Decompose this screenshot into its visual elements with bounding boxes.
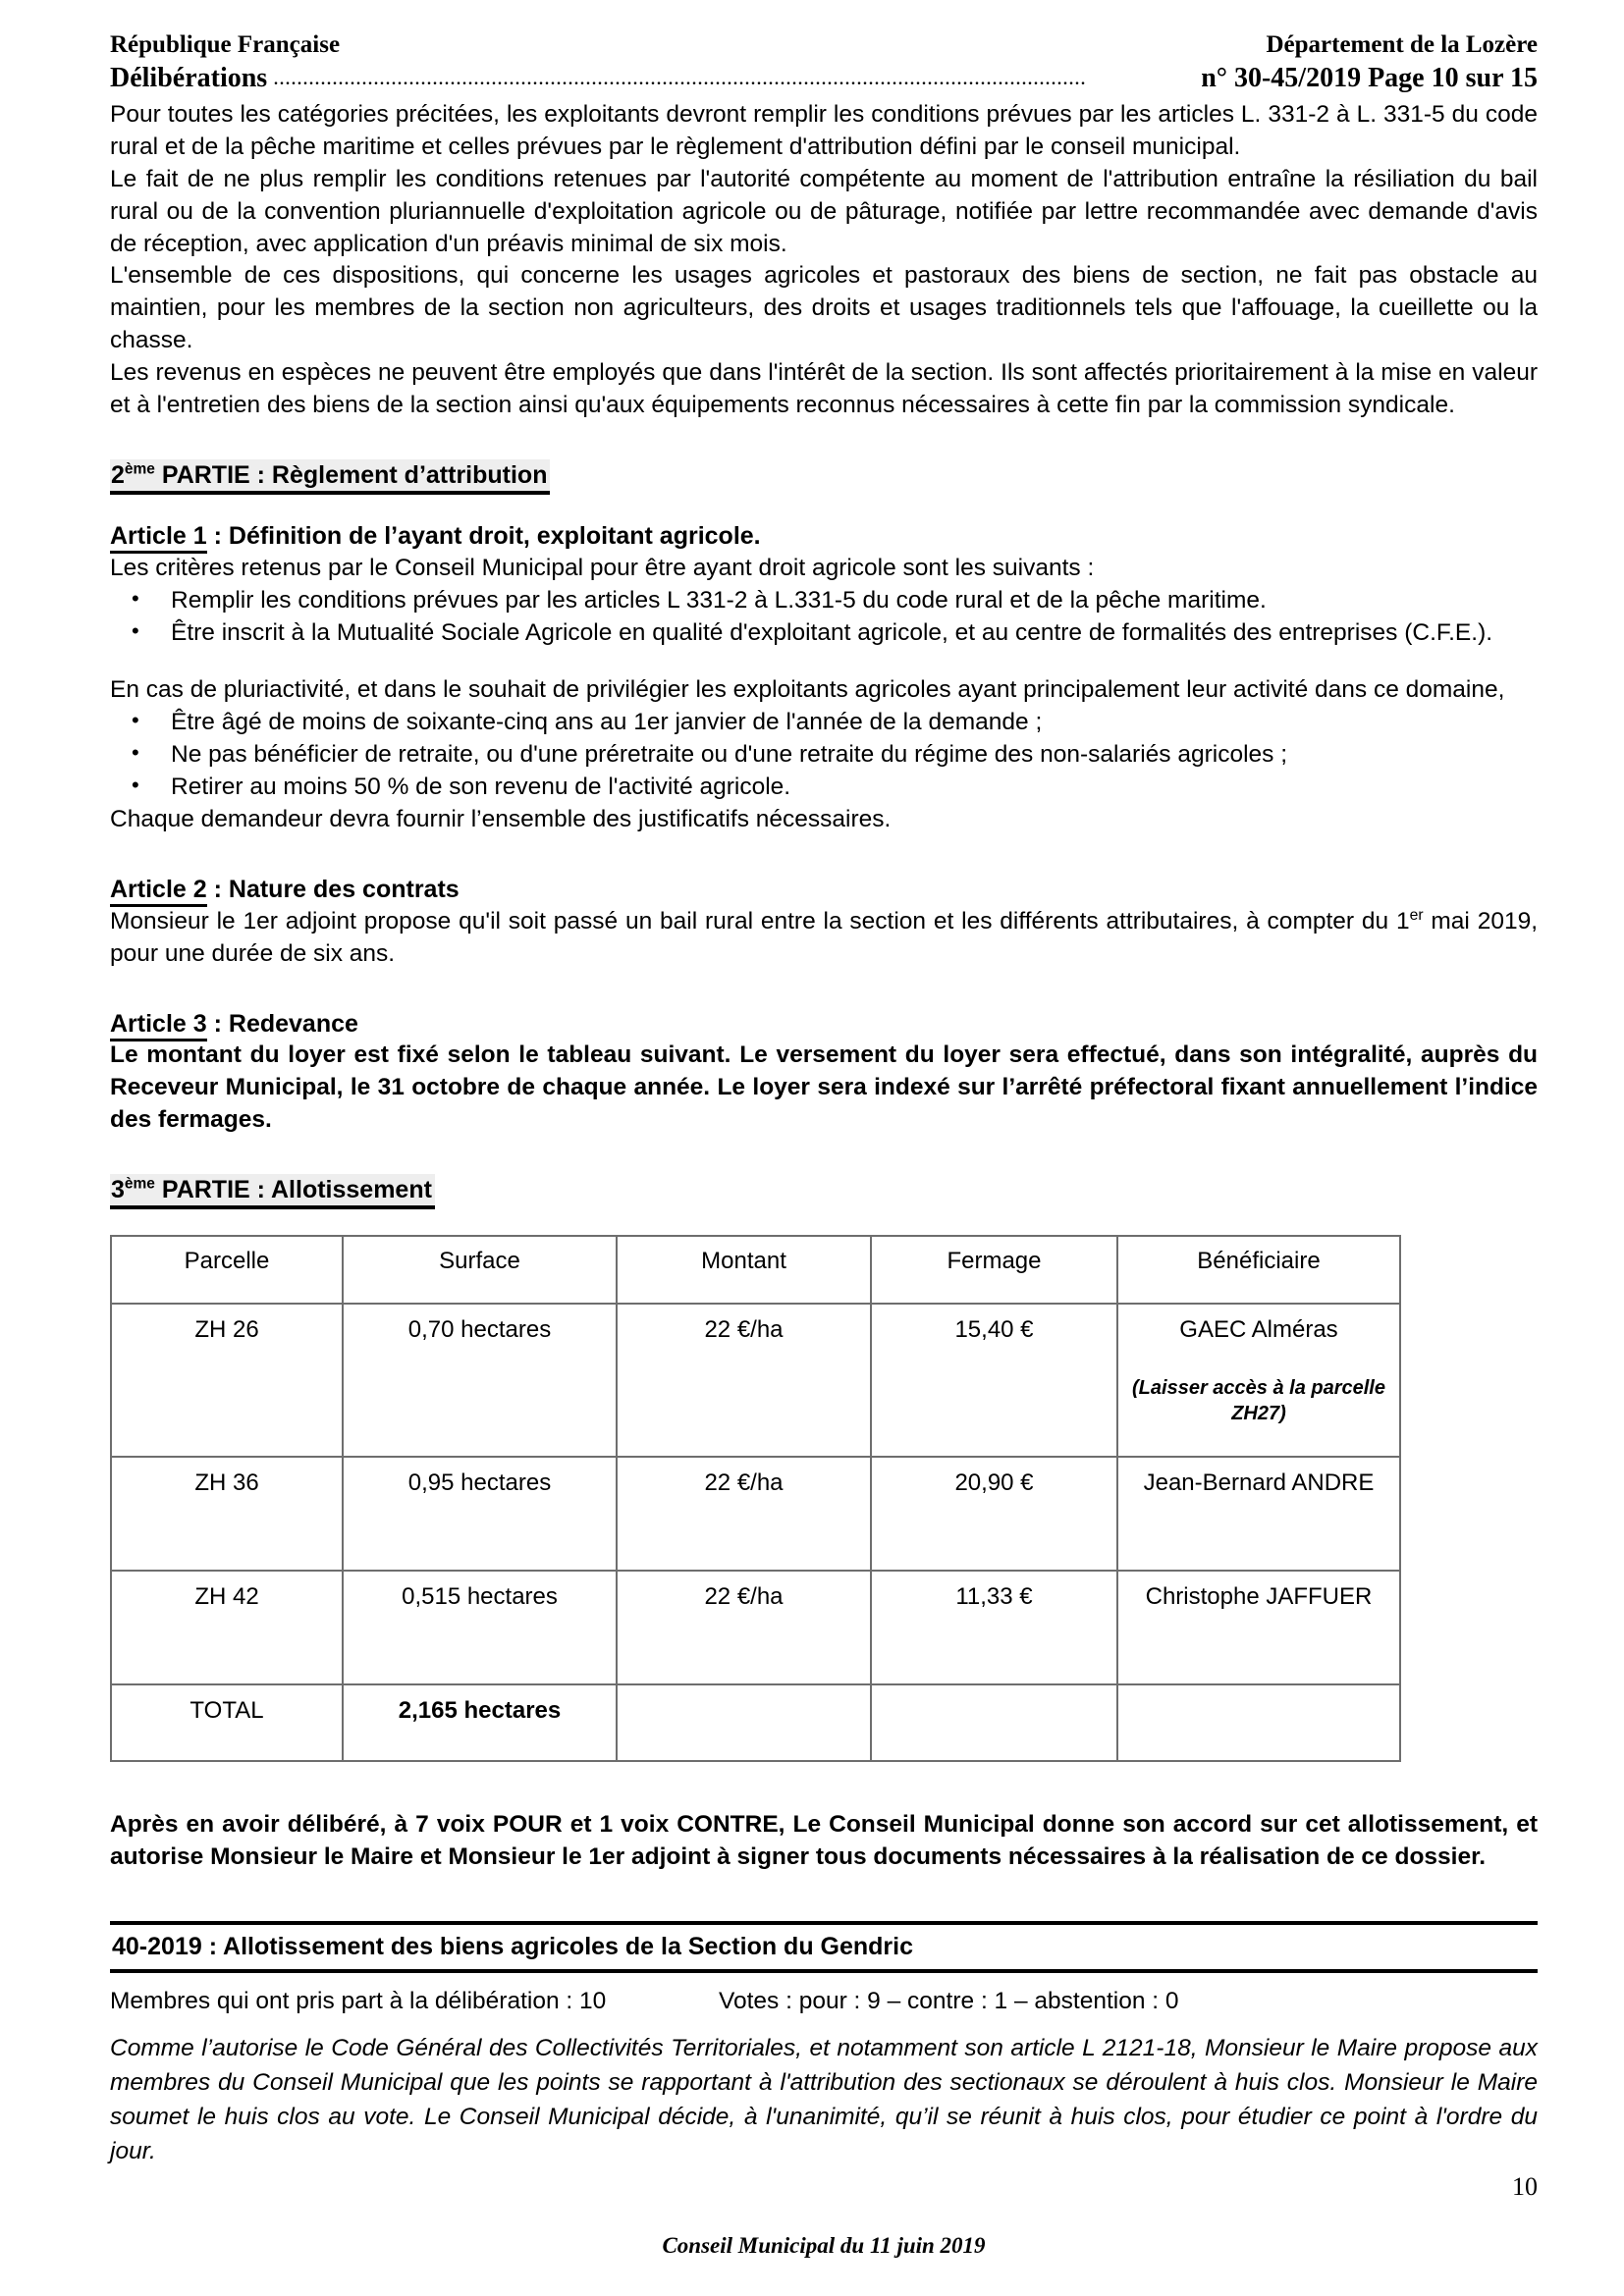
cell-beneficiaire: Jean-Bernard ANDRE [1117, 1457, 1400, 1571]
part2-ordinal: 2ème [111, 460, 155, 490]
article1-heading [110, 520, 1538, 553]
spacer [110, 1762, 1538, 1809]
deliberation-40-heading: 40-2019 : Allotissement des biens agricoles de la Section du Gendric [110, 1921, 1538, 1973]
header-deliberations-label: Délibérations [110, 62, 268, 93]
cell-surface: 0,95 hectares [343, 1457, 617, 1571]
article3-heading [110, 1008, 1538, 1041]
column-header-parcelle: Parcelle [111, 1236, 343, 1304]
table-row [111, 1457, 1400, 1571]
spacer [110, 1874, 1538, 1921]
header-dot-leader: .......................................................................................................................................... [273, 64, 1087, 89]
spacer [110, 971, 1538, 1008]
column-header-fermage: Fermage [871, 1236, 1117, 1304]
part3-heading [110, 1174, 435, 1209]
list-item: • Être inscrit à la Mutualité Sociale Agricole en qualité d'exploitant agricole, et au centre de formalités des entreprises (C.F.E.). [110, 617, 1538, 650]
column-header-beneficiaire: Bénéficiaire [1117, 1236, 1400, 1304]
page-number: 10 [1512, 2172, 1538, 2201]
intro-paragraph-2: Le fait de ne plus remplir les conditions retenues par l'autorité compétente au moment de l'attribution entraîne la résiliation du bail rural ou de la convention pluriannuelle d'exploitation agricole ou de pâturage, notifiée par lettre recommandée avec demande d'avis de réception, avec application d'un préavis minimal de six mois. [110, 165, 1538, 257]
spacer [110, 422, 1538, 459]
part2-heading-text: PARTIE : Règlement d’attribution [154, 461, 548, 490]
spacer [110, 1137, 1538, 1174]
table-row [111, 1304, 1400, 1457]
header-republic-label: République Française [110, 31, 341, 58]
part3-heading-text: PARTIE : Allotissement [154, 1175, 432, 1203]
part3-ordinal: 3ème [111, 1175, 155, 1203]
header-bottom-line [110, 61, 1538, 95]
article3-title: : Redevance [206, 1009, 358, 1038]
list-item: • Être âgé de moins de soixante-cinq ans au 1er janvier de l'année de la demande ; [110, 707, 1538, 739]
cell-total-beneficiaire [1117, 1684, 1400, 1761]
cell-montant: 22 €/ha [617, 1304, 871, 1457]
list-item: • Retirer au moins 50 % de son revenu de l'activité agricole. [110, 772, 1538, 804]
article2-title: : Nature des contrats [206, 876, 460, 904]
article2-paragraph [110, 906, 1538, 971]
beneficiaire-note: (Laisser accès à la parcelle ZH27) [1132, 1376, 1385, 1424]
intro-paragraph-1: Pour toutes les catégories précitées, les exploitants devront remplir les conditions prévues par les articles L. 331-2 à L. 331-5 du code rural et de la pêche maritime et celles prévues par le règlement d'attribution défini par le conseil municipal. [110, 100, 1538, 160]
cell-parcelle: ZH 42 [111, 1571, 343, 1684]
decision-paragraph: Après en avoir délibéré, à 7 voix POUR et 1 voix CONTRE, Le Conseil Municipal donne son accord sur cet allotissement, et autorise Monsieur le Maire et Monsieur le 1er adjoint à signer tous documents nécessaires à la réalisation de ce dossier. [110, 1810, 1538, 1870]
article1-title: : Définition de l’ayant droit, exploitant agricole. [206, 522, 761, 551]
part2-heading [110, 459, 550, 495]
article1-criteria-list [110, 585, 1538, 650]
members-count-label: Membres qui ont pris part à la délibération : 10 [110, 1987, 607, 2014]
cell-total-montant [617, 1684, 871, 1761]
article2-label: Article 2 [110, 876, 207, 907]
list-item: • Remplir les conditions prévues par les articles L 331-2 à L.331-5 du code rural et de la pêche maritime. [110, 585, 1538, 617]
cell-beneficiaire: Christophe JAFFUER [1117, 1571, 1400, 1684]
cell-parcelle: ZH 26 [111, 1304, 343, 1457]
article1-closing: Chaque demandeur devra fournir l’ensemble des justificatifs nécessaires. [110, 806, 892, 833]
intro-block [110, 99, 1538, 422]
cell-fermage: 15,40 € [871, 1304, 1117, 1457]
article3-paragraph: Le montant du loyer est fixé selon le tableau suivant. Le versement du loyer sera effectué, dans son intégralité, auprès du Receveur Municipal, le 31 octobre de chaque année. Le loyer sera indexé sur l’arrêté préfectoral fixant annuellement l’indice des fermages. [110, 1041, 1538, 1133]
article1-label: Article 1 [110, 522, 207, 554]
cell-surface: 0,515 hectares [343, 1571, 617, 1684]
cell-total-fermage [871, 1684, 1117, 1761]
spacer [110, 2018, 1538, 2032]
spacer [110, 836, 1538, 874]
article3-label: Article 3 [110, 1010, 207, 1041]
header-reference-label: n° 30-45/2019 Page 10 sur 15 [1201, 62, 1538, 93]
article2-heading [110, 874, 1538, 906]
column-header-montant: Montant [617, 1236, 871, 1304]
header-top-line [110, 29, 1538, 61]
table-header-row [111, 1236, 1400, 1304]
footer-caption: Conseil Municipal du 11 juin 2019 [662, 2233, 986, 2258]
cell-montant: 22 €/ha [617, 1571, 871, 1684]
cell-total-surface: 2,165 hectares [343, 1684, 617, 1761]
intro-paragraph-4: Les revenus en espèces ne peuvent être employés que dans l'intérêt de la section. Ils sont affectés prioritairement à la mise en valeur et à l'entretien des biens de la section ainsi qu'aux équipements reconnus nécessaires à cette fin par la commission syndicale. [110, 359, 1538, 419]
document-header [110, 29, 1538, 95]
spacer [110, 1209, 1538, 1235]
cell-fermage: 20,90 € [871, 1457, 1117, 1571]
cell-total-label: TOTAL [111, 1684, 343, 1761]
allotment-table [110, 1235, 1401, 1762]
cell-parcelle: ZH 36 [111, 1457, 343, 1571]
table-row [111, 1571, 1400, 1684]
intro-paragraph-3: L'ensemble de ces dispositions, qui concerne les usages agricoles et pastoraux des biens de section, ne fait pas obstacle au maintien, pour les membres de la section non agriculteurs, des droits et usages traditionnels tels que l'affouage, la cueillette ou la chasse. [110, 262, 1538, 354]
article1-intro: Les critères retenus par le Conseil Municipal pour être ayant droit agricole sont les suivants : [110, 554, 1095, 581]
article2-superscript: er [1409, 906, 1424, 924]
part2-ordinal-sup: ème [124, 460, 155, 478]
article2-text-part1: Monsieur le 1er adjoint propose qu'il soit passé un bail rural entre la section et les différents attributaires, à compter du 1 [110, 907, 1410, 934]
cell-beneficiaire [1117, 1304, 1400, 1457]
beneficiaire-name: GAEC Alméras [1179, 1315, 1338, 1343]
cell-fermage: 11,33 € [871, 1571, 1117, 1684]
article2-text-part2: mai 2019, pour une durée de six ans. [110, 907, 1538, 967]
part3-heading-wrap [110, 1174, 1538, 1209]
cell-montant: 22 €/ha [617, 1457, 871, 1571]
list-item: • Ne pas bénéficier de retraite, ou d'une préretraite ou d'une retraite du régime des non-salariés agricoles ; [110, 739, 1538, 772]
document-footer [110, 2172, 1538, 2259]
column-header-surface: Surface [343, 1236, 617, 1304]
part3-ordinal-sup: ème [124, 1175, 155, 1193]
part2-heading-wrap [110, 459, 1538, 495]
table-total-row [111, 1684, 1400, 1761]
deliberation-40-meta [110, 1985, 1538, 2018]
article1-pluriactivite-paragraph: En cas de pluriactivité, et dans le souhait de privilégier les exploitants agricoles ayant principalement leur activité dans ce domaine, [110, 676, 1505, 704]
cell-surface: 0,70 hectares [343, 1304, 617, 1457]
spacer [110, 649, 1538, 674]
spacer [110, 495, 1538, 520]
deliberation-40-body: Comme l’autorise le Code Général des Collectivités Territoriales, et notamment son article L 2121-18, Monsieur le Maire propose aux membres du Conseil Municipal que les points se rapportant à l'attribution des sectionaux se déroulent à huis clos. Monsieur le Maire soumet le huis clos au vote. Le Conseil Municipal décide, à l'unanimité, qu’il se réunit à huis clos, pour étudier ce point à l'ordre du jour. [110, 2035, 1538, 2164]
article1-conditions-list [110, 707, 1538, 804]
votes-label: Votes : pour : 9 – contre : 1 – abstention : 0 [719, 1987, 1179, 2014]
header-department-label: Département de la Lozère [1266, 31, 1538, 58]
